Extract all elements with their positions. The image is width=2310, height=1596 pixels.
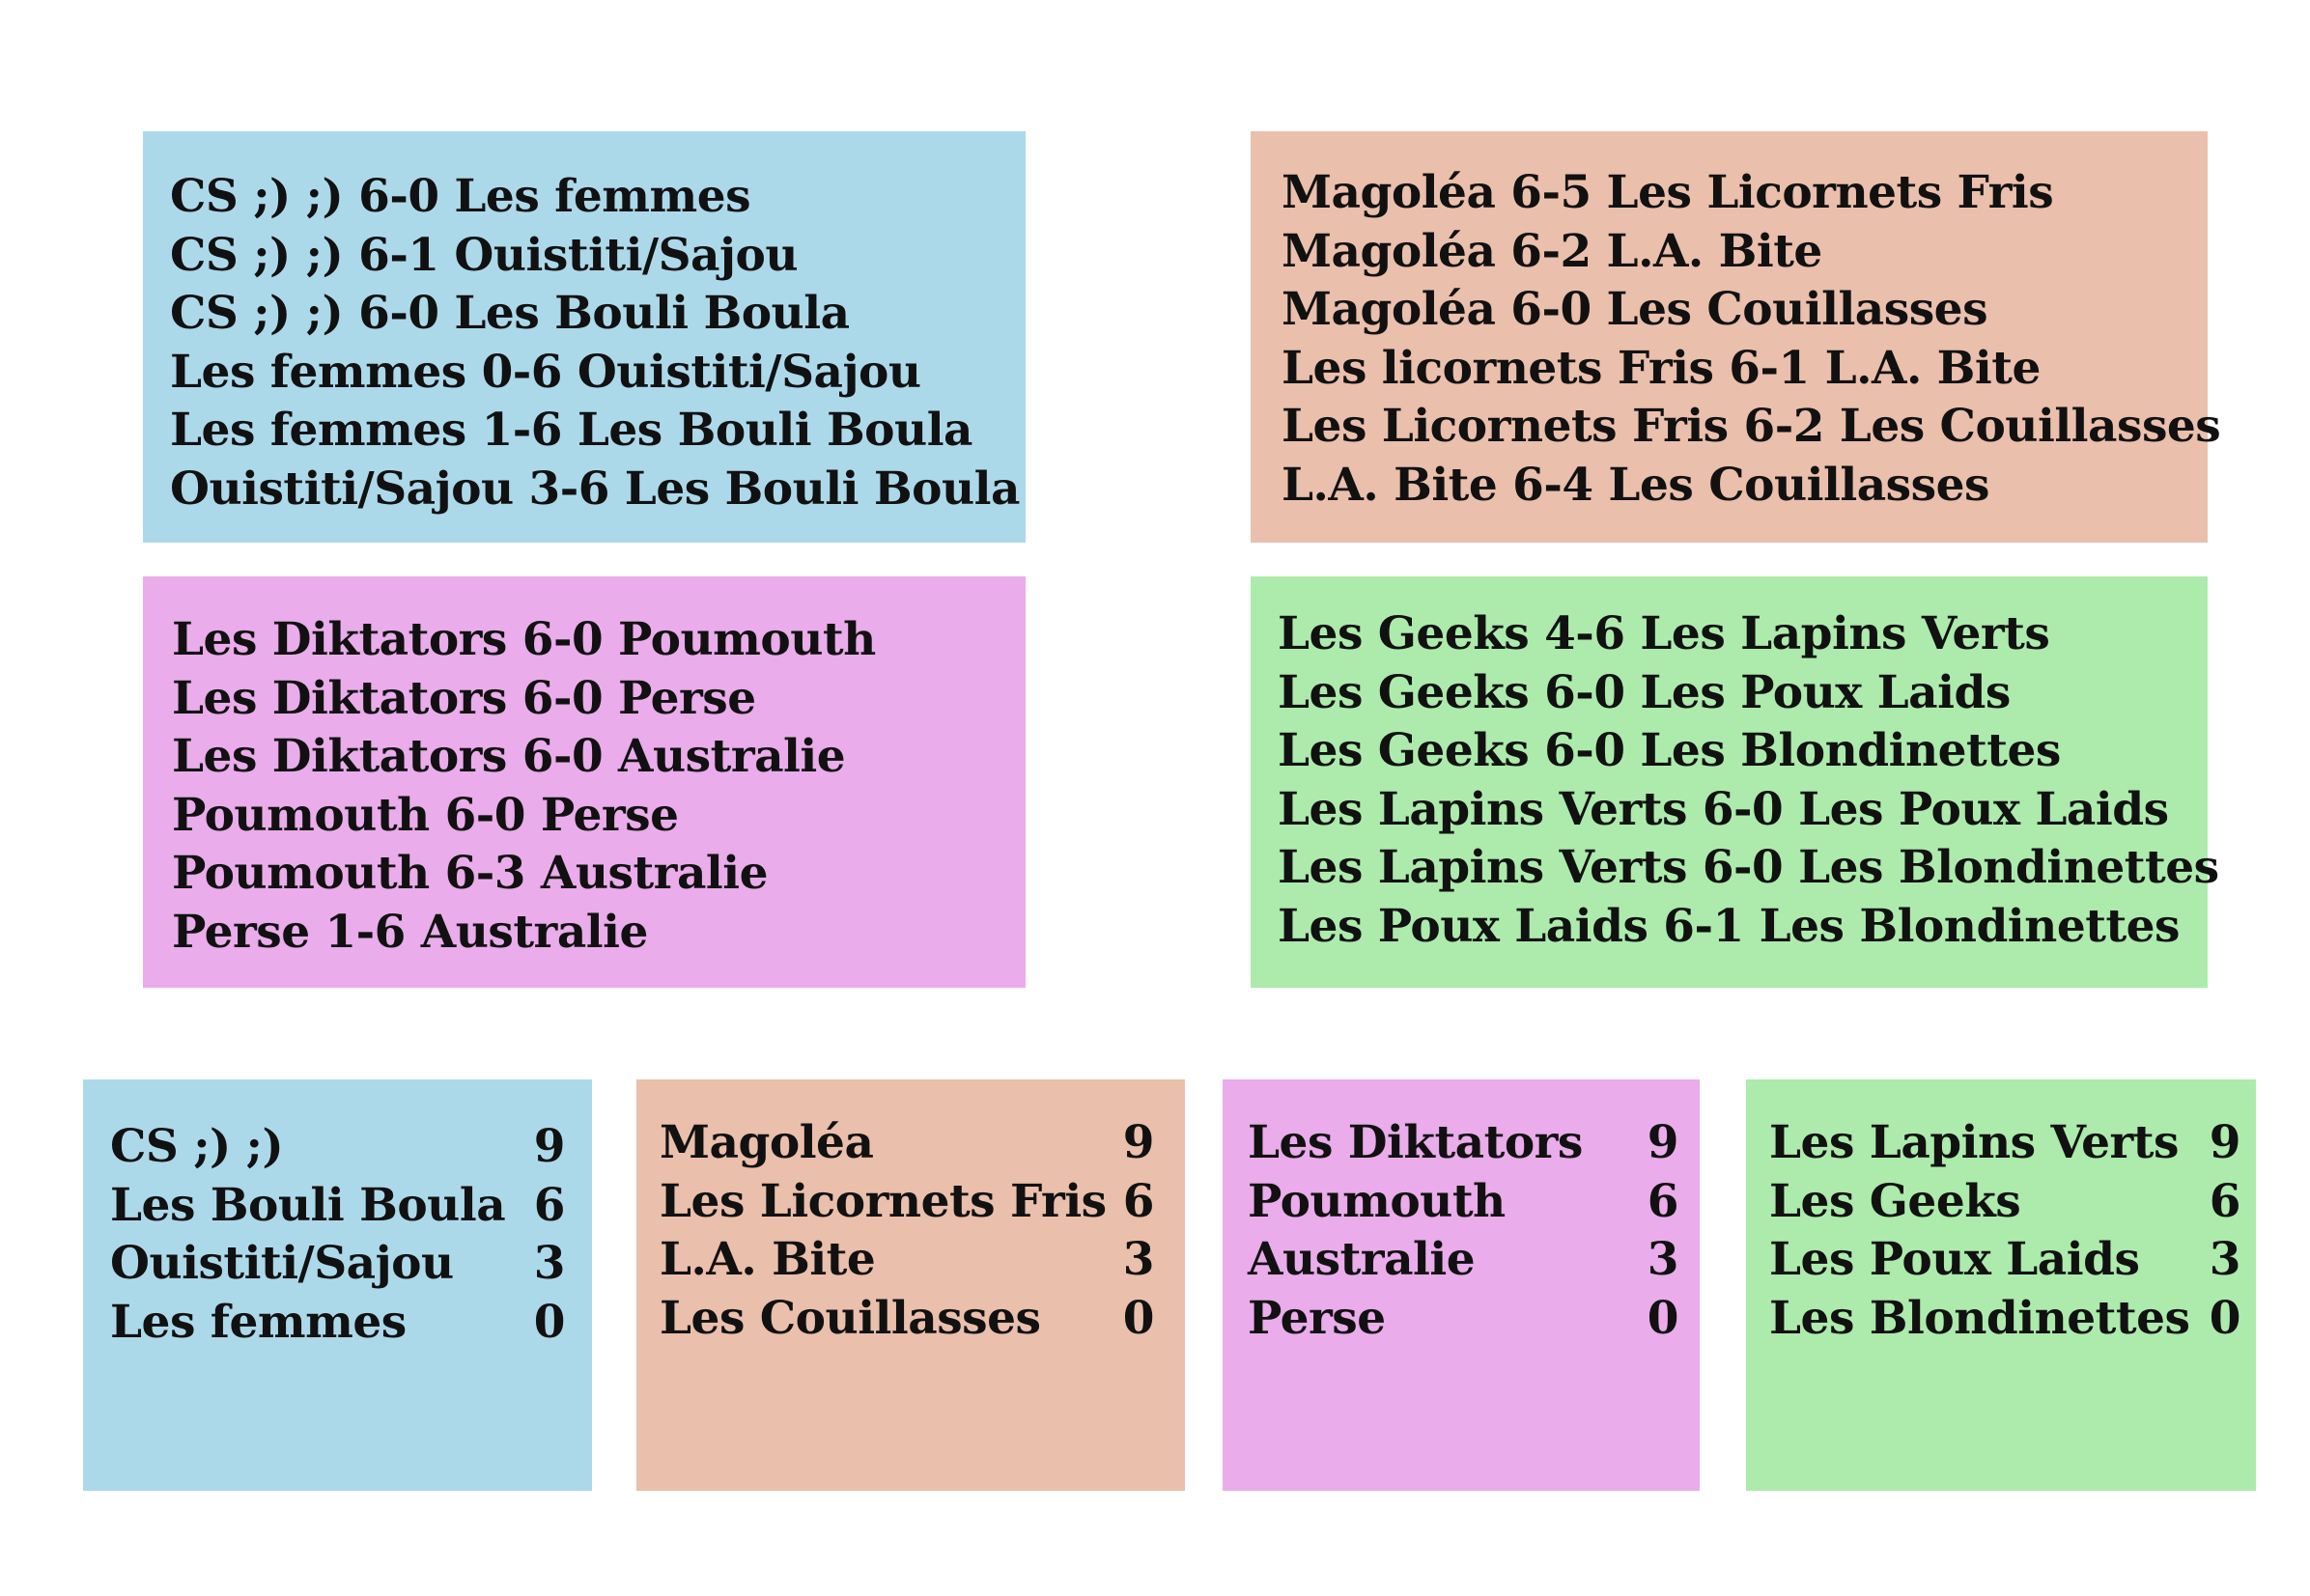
team-name: Ouistiti/Sajou <box>110 1237 454 1290</box>
result-line: Les femmes 0-6 Ouistiti/Sajou <box>170 345 921 399</box>
team-points: 6 <box>1122 1174 1154 1228</box>
standings-row <box>1769 1231 2240 1290</box>
result-line: Les Geeks 6-0 Les Poux Laids <box>1278 665 2011 719</box>
result-line: Les Diktators 6-0 Australie <box>172 730 846 783</box>
result-line: Les Geeks 6-0 Les Blondinettes <box>1278 724 2061 777</box>
result-line: Les femmes 1-6 Les Bouli Boula <box>170 404 972 457</box>
result-line: Les Lapins Verts 6-0 Les Poux Laids <box>1278 782 2169 836</box>
standings-row <box>1769 1290 2240 1349</box>
team-name: Les Licornets Fris <box>660 1174 1107 1228</box>
team-name: Les Bouli Boula <box>110 1178 506 1232</box>
team-points: 3 <box>2209 1233 2240 1286</box>
standings-row <box>110 1177 565 1236</box>
team-points: 0 <box>1647 1291 1678 1345</box>
team-name: Les Couillasses <box>660 1291 1041 1345</box>
team-points: 3 <box>533 1237 565 1290</box>
team-points: 9 <box>1122 1116 1154 1169</box>
result-line: CS ;) ;) 6-1 Ouistiti/Sajou <box>170 228 799 282</box>
result-line: Les Geeks 4-6 Les Lapins Verts <box>1278 607 2050 660</box>
standings-box-group-3 <box>1223 1079 1700 1491</box>
result-line: Les Lapins Verts 6-0 Les Blondinettes <box>1278 841 2219 894</box>
standings-box-group-4 <box>1746 1079 2256 1491</box>
result-line: Magoléa 6-2 L.A. Bite <box>1282 224 1822 278</box>
standings-row <box>1769 1114 2240 1173</box>
standings-row <box>110 1294 565 1353</box>
standings-box-group-1 <box>83 1079 592 1491</box>
team-points: 6 <box>533 1178 565 1232</box>
standings-row <box>1248 1173 1678 1232</box>
team-name: Les Lapins Verts <box>1769 1116 2179 1169</box>
team-points: 9 <box>2209 1116 2240 1169</box>
result-line: Ouistiti/Sajou 3-6 Les Bouli Boula <box>170 462 1020 516</box>
team-points: 0 <box>533 1295 565 1349</box>
team-name: CS ;) ;) <box>110 1120 284 1173</box>
results-box-group-1 <box>143 131 1026 543</box>
team-name: Magoléa <box>660 1116 874 1169</box>
result-line: Les Diktators 6-0 Poumouth <box>172 613 876 666</box>
standings-row <box>1248 1290 1678 1349</box>
team-name: Australie <box>1248 1233 1476 1286</box>
team-points: 3 <box>1647 1233 1678 1286</box>
team-points: 3 <box>1122 1233 1154 1286</box>
standings-row <box>660 1231 1154 1290</box>
standings-box-group-2 <box>636 1079 1185 1491</box>
team-name: Perse <box>1248 1291 1386 1345</box>
results-box-group-3 <box>143 576 1026 988</box>
standings-row <box>660 1173 1154 1232</box>
team-name: L.A. Bite <box>660 1233 876 1286</box>
result-line: Les Licornets Fris 6-2 Les Couillasses <box>1282 400 2221 453</box>
team-name: Les Poux Laids <box>1769 1233 2140 1286</box>
result-line: Perse 1-6 Australie <box>172 905 648 959</box>
standings-row <box>660 1290 1154 1349</box>
result-line: Poumouth 6-3 Australie <box>172 847 769 900</box>
team-name: Poumouth <box>1248 1174 1506 1228</box>
standings-row <box>1248 1114 1678 1173</box>
results-box-group-4 <box>1251 576 2219 988</box>
team-points: 9 <box>1647 1116 1678 1169</box>
team-name: Les femmes <box>110 1295 407 1349</box>
standings-row <box>110 1235 565 1294</box>
result-line: Magoléa 6-5 Les Licornets Fris <box>1282 166 2054 219</box>
team-points: 6 <box>1647 1174 1678 1228</box>
result-line: L.A. Bite 6-4 Les Couillasses <box>1282 458 1989 512</box>
standings-row <box>660 1114 1154 1173</box>
team-name: Les Diktators <box>1248 1116 1583 1169</box>
standings-row <box>110 1118 565 1177</box>
standings-row <box>1248 1231 1678 1290</box>
result-line: CS ;) ;) 6-0 Les femmes <box>170 170 751 223</box>
team-name: Les Geeks <box>1769 1174 2021 1228</box>
result-line: Les Diktators 6-0 Perse <box>172 671 756 725</box>
result-line: Poumouth 6-0 Perse <box>172 788 679 842</box>
standings-row <box>1769 1173 2240 1232</box>
team-points: 6 <box>2209 1174 2240 1228</box>
result-line: CS ;) ;) 6-0 Les Bouli Boula <box>170 287 850 340</box>
result-line: Magoléa 6-0 Les Couillasses <box>1282 283 1988 336</box>
results-box-group-2 <box>1251 131 2221 543</box>
team-points: 0 <box>1122 1291 1154 1345</box>
team-points: 9 <box>533 1120 565 1173</box>
team-points: 0 <box>2209 1291 2240 1345</box>
result-line: Les licornets Fris 6-1 L.A. Bite <box>1282 341 2041 395</box>
result-line: Les Poux Laids 6-1 Les Blondinettes <box>1278 899 2181 953</box>
team-name: Les Blondinettes <box>1769 1291 2190 1345</box>
